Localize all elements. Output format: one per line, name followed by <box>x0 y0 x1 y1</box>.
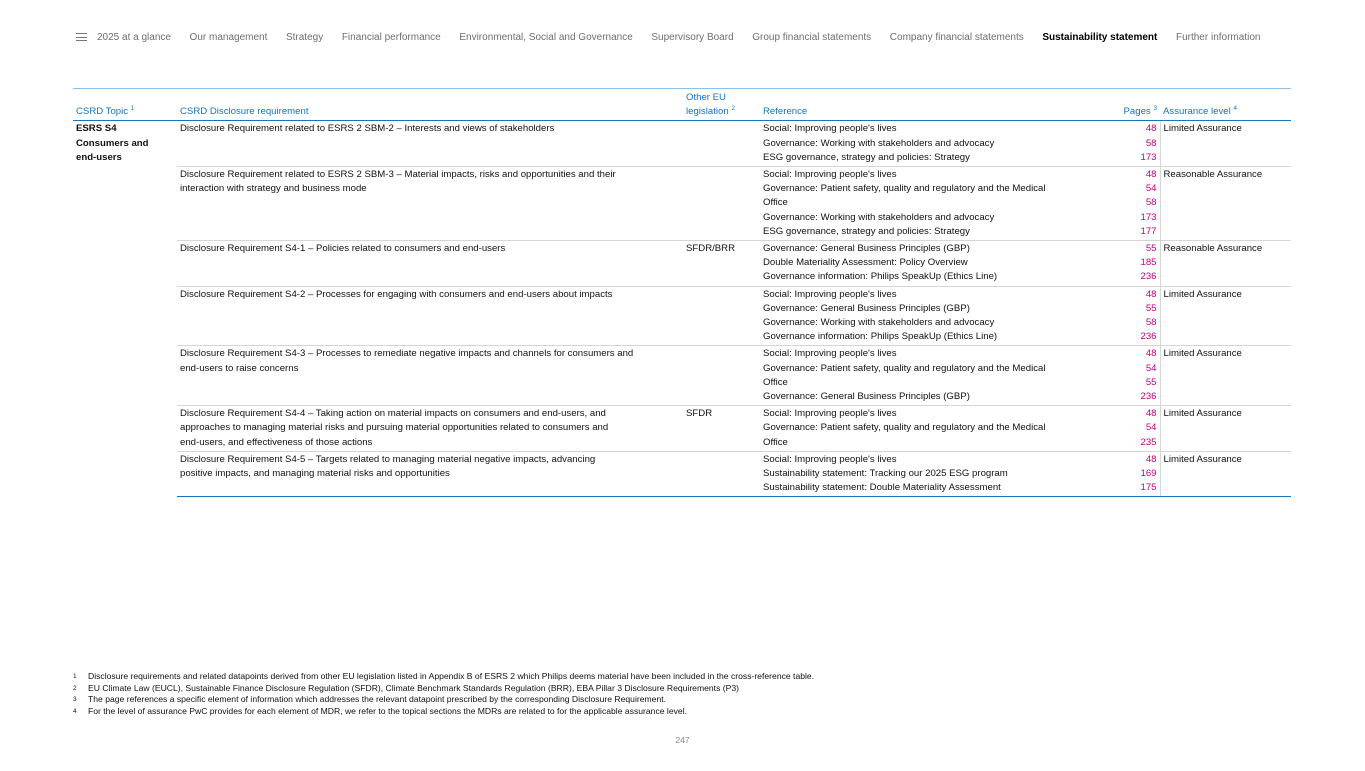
page-link[interactable]: 236 <box>1140 271 1157 283</box>
cross-reference-table-container <box>73 88 1291 497</box>
requirement-line: approaches to managing material risks and pursuing material opportunities related to consumers and <box>180 422 609 434</box>
legislation-cell <box>683 451 760 497</box>
page-number: 247 <box>675 735 690 745</box>
page-link[interactable]: 48 <box>1145 288 1157 300</box>
table-row <box>73 167 1291 241</box>
legislation-cell: SFDR <box>683 406 760 452</box>
header-pages: Pages $^3$ <box>1115 89 1160 121</box>
page-link[interactable]: 48 <box>1145 453 1157 465</box>
legislation-cell: SFDR/BRR <box>683 241 760 287</box>
reference-cell <box>760 286 1115 346</box>
reference-line: Governance: Patient safety, quality and regulatory and the Medical <box>763 422 1046 434</box>
disclosure-requirement-cell <box>177 241 683 287</box>
hamburger-menu-icon[interactable] <box>76 33 87 41</box>
requirement-line: Disclosure Requirement S4-3 – Processes to remediate negative impacts and channels for consumers and <box>180 348 634 360</box>
requirement-line: interaction with strategy and business mode <box>180 183 367 195</box>
disclosure-requirement-cell <box>177 286 683 346</box>
requirement-line: Disclosure Requirement S4-4 – Taking action on material impacts on consumers and end-users, and <box>180 408 606 420</box>
page-link[interactable]: 55 <box>1145 376 1157 388</box>
topic-line: end-users <box>76 151 122 163</box>
disclosure-requirement-cell <box>177 406 683 452</box>
page-link[interactable]: 48 <box>1145 348 1157 360</box>
page-link[interactable]: 236 <box>1140 331 1157 343</box>
reference-cell <box>760 451 1115 497</box>
reference-line: Governance: Working with stakeholders and advocacy <box>763 211 995 223</box>
table-row <box>73 286 1291 346</box>
nav-item-management[interactable]: Our management <box>189 31 268 43</box>
assurance-level-cell: Limited Assurance <box>1160 346 1291 406</box>
nav-item-glance[interactable]: 2025 at a glance <box>97 31 171 43</box>
page-link[interactable]: 54 <box>1145 183 1157 195</box>
reference-cell <box>760 406 1115 452</box>
page-link[interactable]: 48 <box>1145 408 1157 420</box>
reference-line: Social: Improving people's lives <box>763 453 897 465</box>
page-link[interactable]: 177 <box>1140 225 1157 237</box>
reference-cell <box>760 241 1115 287</box>
footnote: 1 Disclosure requirements and related datapoints derived from other EU legislation listed in Appendix B of ESRS 2 which Philips deems material have been included in the cross-reference table. <box>73 671 815 681</box>
page-link[interactable]: 48 <box>1145 169 1157 181</box>
reference-cell <box>760 121 1115 167</box>
requirement-line: Disclosure Requirement S4-2 – Processes for engaging with consumers and end-users about impacts <box>180 288 613 300</box>
pages-cell <box>1115 346 1160 406</box>
assurance-level-cell: Limited Assurance <box>1160 406 1291 452</box>
reference-line: Sustainability statement: Double Materiality Assessment <box>763 482 1001 494</box>
reference-line: Double Materiality Assessment: Policy Overview <box>763 257 968 269</box>
disclosure-requirement-cell <box>177 451 683 497</box>
nav-item-group-financial-statements[interactable]: Group financial statements <box>752 31 872 43</box>
page-link[interactable]: 58 <box>1145 137 1157 149</box>
top-navigation <box>76 28 1260 46</box>
assurance-level-cell: Limited Assurance <box>1160 286 1291 346</box>
pages-cell <box>1115 451 1160 497</box>
assurance-level-cell: Limited Assurance <box>1160 451 1291 497</box>
header-reference: Reference <box>760 89 1115 121</box>
header-other-eu-legislation: Other EU legislation $^2$ <box>683 89 760 121</box>
disclosure-requirement-cell <box>177 167 683 241</box>
table-row <box>73 346 1291 406</box>
reference-cell <box>760 346 1115 406</box>
reference-line: Social: Improving people's lives <box>763 348 897 360</box>
page-link[interactable]: 54 <box>1145 362 1157 374</box>
nav-item-supervisory-board[interactable]: Supervisory Board <box>651 31 734 43</box>
disclosure-requirement-cell <box>177 346 683 406</box>
legislation-cell <box>683 121 760 167</box>
header-assurance-level: Assurance level $^4$ <box>1160 89 1291 121</box>
page-link[interactable]: 55 <box>1145 302 1157 314</box>
page-link[interactable]: 175 <box>1140 482 1157 494</box>
footnote: 3 The page references a specific element of information which addresses the relevant datapoint prescribed by the corresponding Disclosure Requirement. <box>73 694 667 705</box>
assurance-level-cell: Reasonable Assurance <box>1160 241 1291 287</box>
table-header-row <box>73 89 1291 121</box>
nav-item-further-information[interactable]: Further information <box>1175 31 1261 43</box>
reference-line: Sustainability statement: Tracking our 2025 ESG program <box>763 468 1008 480</box>
reference-line: Governance: General Business Principles (GBP) <box>763 391 970 403</box>
page-link[interactable]: 236 <box>1140 391 1157 403</box>
disclosure-requirement-cell <box>177 121 683 167</box>
cross-reference-table <box>73 88 1291 497</box>
legislation-cell <box>683 286 760 346</box>
page-link[interactable]: 48 <box>1145 123 1157 135</box>
requirement-line: end-users to raise concerns <box>180 362 299 374</box>
pages-cell <box>1115 167 1160 241</box>
pages-cell <box>1115 286 1160 346</box>
reference-line: Governance: General Business Principles (GBP) <box>763 243 970 255</box>
reference-line: Governance: General Business Principles (GBP) <box>763 302 970 314</box>
reference-line: Social: Improving people's lives <box>763 408 897 420</box>
legislation-cell <box>683 167 760 241</box>
reference-line: ESG governance, strategy and policies: Strategy <box>763 151 970 163</box>
page-link[interactable]: 169 <box>1140 468 1157 480</box>
pages-cell <box>1115 241 1160 287</box>
assurance-level-cell: Reasonable Assurance <box>1160 167 1291 241</box>
table-row <box>73 451 1291 497</box>
requirement-line: Disclosure Requirement related to ESRS 2 SBM-2 – Interests and views of stakeholders <box>180 123 555 135</box>
requirement-line: positive impacts, and managing material risks and opportunities <box>180 468 450 480</box>
reference-line: Office <box>763 436 788 448</box>
pages-cell <box>1115 406 1160 452</box>
nav-item-esg[interactable]: Environmental, Social and Governance <box>459 31 633 43</box>
csrd-topic-cell <box>73 121 177 497</box>
legislation-cell <box>683 346 760 406</box>
page-link[interactable]: 235 <box>1140 436 1157 448</box>
requirement-line: end-users, and effectiveness of those actions <box>180 436 373 448</box>
reference-cell <box>760 167 1115 241</box>
table-row <box>73 241 1291 287</box>
reference-line: Governance information: Philips SpeakUp (Ethics Line) <box>763 271 998 283</box>
page-link[interactable]: 58 <box>1145 197 1157 209</box>
reference-line: Governance information: Philips SpeakUp (Ethics Line) <box>763 331 998 343</box>
assurance-level-cell: Limited Assurance <box>1160 121 1291 167</box>
requirement-line: Disclosure Requirement S4-5 – Targets related to managing material negative impacts, advancing <box>180 453 596 465</box>
page-link[interactable]: 173 <box>1140 211 1157 223</box>
reference-line: Governance: Working with stakeholders and advocacy <box>763 137 995 149</box>
reference-line: Social: Improving people's lives <box>763 288 897 300</box>
reference-line: Governance: Working with stakeholders and advocacy <box>763 317 995 329</box>
footnote: 4 For the level of assurance PwC provides for each element of MDR, we refer to the topical sections the MDRs are related to for the applicable assurance level. <box>73 705 687 716</box>
reference-line: Governance: Patient safety, quality and regulatory and the Medical <box>763 183 1046 195</box>
header-csrd-topic: CSRD Topic $^1$ <box>73 89 177 121</box>
table-row <box>73 121 1291 167</box>
topic-line: ESRS S4 <box>76 123 117 135</box>
page-link[interactable]: 185 <box>1140 257 1157 269</box>
requirement-line: Disclosure Requirement related to ESRS 2 SBM-3 – Material impacts, risks and opportunities and their <box>180 169 616 181</box>
reference-line: Office <box>763 376 788 388</box>
nav-item-financial-performance[interactable]: Financial performance <box>341 31 441 43</box>
nav-item-sustainability-statement[interactable]: Sustainability statement <box>1042 31 1158 43</box>
reference-line: Social: Improving people's lives <box>763 123 897 135</box>
page-link[interactable]: 55 <box>1145 243 1157 255</box>
footnotes <box>73 671 814 717</box>
page-link[interactable]: 54 <box>1145 422 1157 434</box>
page-link[interactable]: 58 <box>1145 317 1157 329</box>
reference-line: Governance: Patient safety, quality and regulatory and the Medical <box>763 362 1046 374</box>
topic-line: Consumers and <box>76 137 149 149</box>
table-row <box>73 406 1291 452</box>
reference-line: Social: Improving people's lives <box>763 169 897 181</box>
footnote: 2 EU Climate Law (EUCL), Sustainable Finance Disclosure Regulation (SFDR), Climate Benchmark Standards Regulation (BRR), EBA Pillar 3 Disclosure Requirements (P3) <box>73 682 739 693</box>
reference-line: Office <box>763 197 788 209</box>
nav-item-strategy[interactable]: Strategy <box>285 31 324 43</box>
nav-item-company-financial-statements[interactable]: Company financial statements <box>889 31 1024 43</box>
pages-cell <box>1115 121 1160 167</box>
header-disclosure-requirement: CSRD Disclosure requirement <box>177 89 683 121</box>
requirement-line: Disclosure Requirement S4-1 – Policies related to consumers and end-users <box>180 243 506 255</box>
reference-line: ESG governance, strategy and policies: Strategy <box>763 225 970 237</box>
page-link[interactable]: 173 <box>1140 151 1157 163</box>
